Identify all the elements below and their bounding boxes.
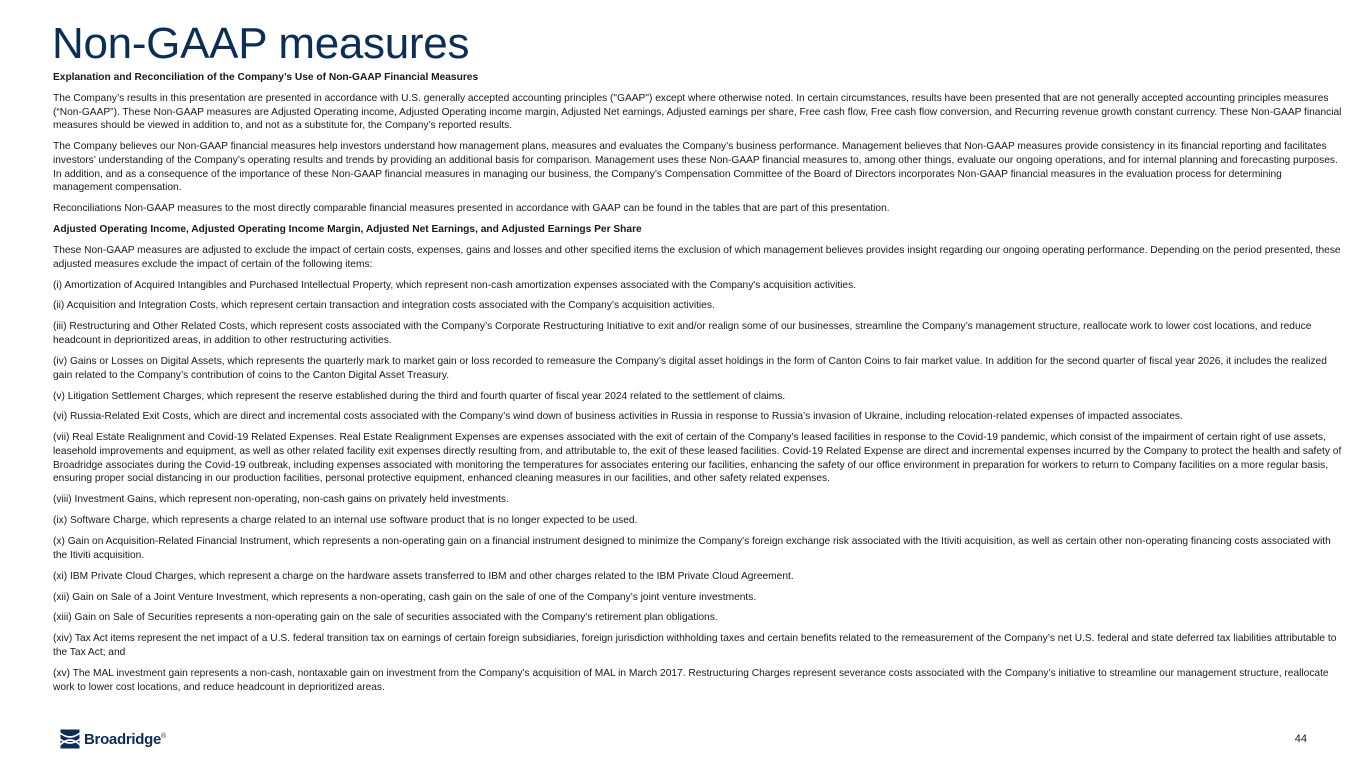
paragraph: The Company believes our Non-GAAP financial measures help investors understand how management plans, measures and evaluates the Company’s business performance. Management believes that Non-GAAP measures provide consistency in its financial reporting and facilitates investors’ understanding of the Company’s operating results and trends by providing an additional basis for comparison. Management uses these Non-GAAP financial measures to, among other things, evaluate our ongoing operations, and for internal planning and forecasting purposes. In addition, and as a consequence of the importance of these Non-GAAP financial measures in managing our business, the Company’s Compensation Committee of the Board of Directors incorporates Non-GAAP financial measures in the evaluation process for determining management compensation. [53, 141, 1338, 194]
list-item: (xiv) Tax Act items represent the net impact of a U.S. federal transition tax on earnings of certain foreign subsidiaries, foreign jurisdiction withholding taxes and certain benefits related to the remeasurement of the Company’s net U.S. federal and state deferred tax liabilities attributable to the Tax Act; and [53, 633, 1337, 659]
brand-name: Broadridge® [84, 730, 166, 748]
paragraph: These Non-GAAP measures are adjusted to exclude the impact of certain costs, expenses, gains and losses and other specified items the exclusion of which management believes provides insight regarding our ongoing operating performance. Depending on the period presented, these adjusted measures exclude the impact of certain of the following items: [53, 244, 1341, 270]
list-item: (xii) Gain on Sale of a Joint Venture Investment, which represents a non-operating, cash gain on the sale of one of the Company’s joint venture investments. [53, 591, 757, 603]
list-item: (xiii) Gain on Sale of Securities represents a non-operating gain on the sale of securities associated with the Company’s retirement plan obligations. [53, 612, 718, 624]
list-item: (ix) Software Charge, which represents a charge related to an internal use software product that is no longer expected to be used. [53, 515, 638, 527]
broadridge-logo [60, 729, 166, 749]
body-text [53, 71, 1343, 702]
section-heading: Adjusted Operating Income, Adjusted Operating Income Margin, Adjusted Net Earnings, and Adjusted Earnings Per Share [53, 224, 642, 236]
list-item: (vii) Real Estate Realignment and Covid-19 Related Expenses. Real Estate Realignment Expenses are expenses associated with the exit of certain of the Company’s leased facilities in response to the Covid-19 pandemic, which consist of the impairment of certain right of use assets, leasehold improvements and equipment, as well as other related facility exit expenses directly resulting from, and attributable to, the exit of these leased facilities. Covid-19 Related Expense are direct and incremental expenses incurred by the Company to protect the health and safety of Broadridge associates during the Covid-19 outbreak, including expenses associated with monitoring the temperatures for associates entering our facilities, enhancing the safety of our office environment in preparation for workers to return to Company facilities on a more regular basis, ensuring proper social distancing in our production facilities, personal protective equipment, enhanced cleaning measures in our facilities, and other safety related expenses. [53, 432, 1342, 485]
list-item: (vi) Russia-Related Exit Costs, which are direct and incremental costs associated with the Company’s wind down of business activities in Russia in response to Russia’s invasion of Ukraine, including relocation-related expenses of impacted associates. [53, 411, 1183, 423]
paragraph: The Company’s results in this presentation are presented in accordance with U.S. generally accepted accounting principles ("GAAP") except where otherwise noted. In certain circumstances, results have been presented that are not generally accepted accounting principles measures (“Non-GAAP”). These Non-GAAP measures are Adjusted Operating income, Adjusted Operating income margin, Adjusted Net earnings, Adjusted earnings per share, Free cash flow, Free cash flow conversion, and Recurring revenue growth constant currency. These Non-GAAP financial measures should be viewed in addition to, and not as a substitute for, the Company’s reported results. [53, 92, 1342, 132]
trademark: ® [161, 732, 166, 740]
page-title: Non-GAAP measures [52, 19, 470, 68]
list-item: (v) Litigation Settlement Charges, which represent the reserve established during the third and fourth quarter of fiscal year 2024 related to the settlement of claims. [53, 390, 786, 402]
page-number: 44 [1294, 733, 1307, 745]
list-item: (ii) Acquisition and Integration Costs, which represent certain transaction and integration costs associated with the Company’s acquisition activities. [53, 300, 715, 312]
list-item: (iii) Restructuring and Other Related Costs, which represent costs associated with the Company’s Corporate Restructuring Initiative to exit and/or realign some of our businesses, streamline the Company’s management structure, reallocate work to lower cost locations, and reduce headcount in deprioritized areas, in addition to other restructuring activities. [53, 321, 1312, 347]
section-heading: Explanation and Reconciliation of the Company’s Use of Non-GAAP Financial Measures [53, 72, 479, 83]
list-item: (xv) The MAL investment gain represents a non-cash, nontaxable gain on investment from the Company’s acquisition of MAL in March 2017. Restructuring Charges represent severance costs associated with the Company’s initiative to streamline our management structure, reallocate work to lower cost locations, and reduce headcount in deprioritized areas. [53, 667, 1329, 693]
broadridge-logo-icon [60, 729, 80, 749]
list-item: (viii) Investment Gains, which represent non-operating, non-cash gains on privately held investments. [53, 494, 509, 506]
list-item: (iv) Gains or Losses on Digital Assets, which represents the quarterly mark to market gain or loss recorded to remeasure the Company’s digital asset holdings in the form of Canton Coins to fair market value. In addition for the second quarter of fiscal year 2026, it includes the realized gain related to the Company’s contribution of coins to the Canton Digital Asset Treasury. [53, 355, 1327, 381]
list-item: (x) Gain on Acquisition-Related Financial Instrument, which represents a non-operating gain on a financial instrument designed to minimize the Company's foreign exchange risk associated with the Itiviti acquisition, as well as certain other non-operating financing costs associated with the Itiviti acquisition. [53, 536, 1331, 561]
list-item: (i) Amortization of Acquired Intangibles and Purchased Intellectual Property, which represent non-cash amortization expenses associated with the Company's acquisition activities. [53, 279, 857, 291]
paragraph: Reconciliations Non-GAAP measures to the most directly comparable financial measures presented in accordance with GAAP can be found in the tables that are part of this presentation. [53, 203, 890, 215]
list-item: (xi) IBM Private Cloud Charges, which represent a charge on the hardware assets transferred to IBM and other charges related to the IBM Private Cloud Agreement. [53, 570, 794, 582]
